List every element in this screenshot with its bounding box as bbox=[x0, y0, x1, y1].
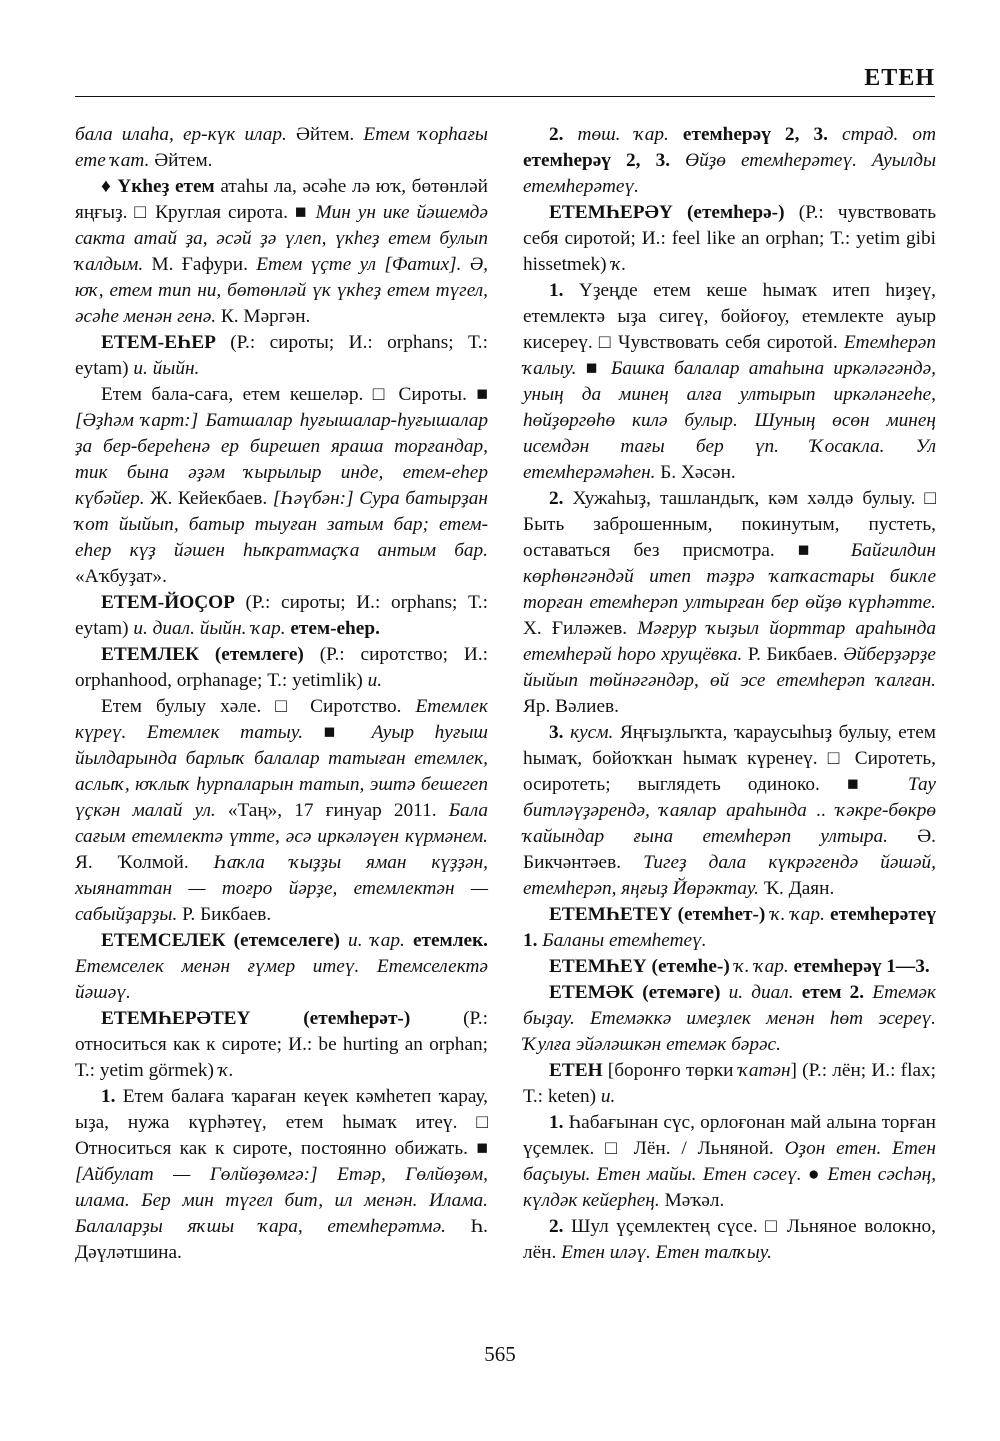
text-run: Һ. Дәүләтшина. bbox=[75, 1216, 488, 1263]
right-column bbox=[523, 122, 936, 1266]
text-run: Үҙеңде етем кеше һымаҡ итеп һиҙеү, етемлектә ыҙа сигеү, бойоғоу, етемлекте ауыр кисереү. □ Чувствовать себя сиротой. bbox=[523, 280, 936, 353]
text-run: Баланы етемһетеү. bbox=[542, 930, 707, 951]
dictionary-entry bbox=[523, 1058, 936, 1110]
text-run: Я. Ҡолмой. bbox=[75, 852, 214, 873]
text-run: «Таң», 17 ғинуар 2011. bbox=[227, 800, 449, 821]
text-run: 2. bbox=[549, 1216, 571, 1237]
text-run: ЕТЕМҺЕРӘҮ (етемһерә-) bbox=[549, 202, 799, 223]
text-run: 3. bbox=[549, 722, 571, 743]
text-run: Мин ун ике йәшемдә сакта атай ҙа, әсәй ҙә үлеп, үкһеҙ етем булып ҡалдым. bbox=[75, 202, 488, 275]
text-run: (Р.: относиться как к сироте; И.: be hurting an orphan; Т.: yetim görmek) bbox=[75, 1008, 488, 1081]
text-run: Яңғыҙлыҡта, ҡараусыһыҙ булыу, етем һымаҡ, бойоҡҡан һымаҡ күренеү. □ Сиротеть, осиротеть; выглядеть одиноко. ■ bbox=[523, 722, 937, 795]
text-run: и. bbox=[367, 670, 383, 691]
text-run: Башка балалар атаһына иркәләгәндә, уның да минең алға ултырып иркәләнгеһе, һөйҙөргөһө килә булыр. Шуның өсөн минең исемдән тағы бер үп. Ҡосакла. Ул етемһерәмәһен. bbox=[523, 358, 936, 483]
text-run: 1. bbox=[101, 1086, 123, 1107]
text-run: етемһерәү 2, 3. bbox=[523, 150, 686, 171]
text-run: ♦ Үкһеҙ етем bbox=[101, 176, 221, 197]
text-run: ҡ. bbox=[611, 254, 627, 275]
dictionary-entry bbox=[523, 122, 936, 200]
text-run: [боронғо төрки bbox=[607, 1060, 739, 1081]
text-run: Етен иләү. Етен талҡыу. bbox=[561, 1242, 772, 1263]
dictionary-entry bbox=[523, 902, 936, 954]
text-run: ҡ. bbox=[218, 1060, 234, 1081]
text-run: Хужаһыҙ, ташландыҡ, кәм хәлдә булыу. □ Быть заброшенным, покинутым, пустеть, оставаться без присмотра. ■ bbox=[523, 488, 936, 561]
text-run: кусм. bbox=[570, 722, 620, 743]
text-run: и. диал. йыйн. ҡар. bbox=[133, 618, 291, 639]
dictionary-entry bbox=[523, 200, 936, 278]
text-run: Өйҙө етемһерәтеү. Ауылды етемһерәтеү. bbox=[523, 150, 937, 197]
text-run: (Р.: сиротство; И.: orphanhood, orphanage; Т.: yetimlik) bbox=[75, 644, 488, 691]
dictionary-entry bbox=[523, 954, 936, 980]
text-run: ҡ. ҡар. bbox=[770, 904, 831, 925]
text-run: К. Мәргән. bbox=[220, 306, 311, 327]
entry-sense bbox=[75, 382, 488, 590]
text-run: 1. bbox=[549, 280, 579, 301]
text-run: 2. bbox=[549, 124, 578, 145]
text-run: Яр. Вәлиев. bbox=[523, 696, 619, 717]
text-run: Етемселек менән ғүмер итеү. Етемселектә йәшәү. bbox=[75, 956, 488, 1003]
entry-sense bbox=[523, 720, 936, 902]
entry-sense bbox=[523, 486, 936, 720]
text-run: ЕТЕМҺЕҮ (етемһе-) bbox=[549, 956, 735, 977]
text-run: ■ bbox=[323, 722, 372, 743]
page-header bbox=[75, 62, 935, 97]
text-run: етемлек. bbox=[412, 930, 488, 951]
text-run: етем-еһер. bbox=[290, 618, 380, 639]
text-run: 1. bbox=[549, 1112, 569, 1133]
text-run: (Р.: чувствовать себя сиротой; И.: feel like an orphan; Т.: yetim gibi hissetmek) bbox=[523, 202, 936, 275]
text-run: ҡатән bbox=[738, 1060, 791, 1081]
text-run: и. ҡар. bbox=[348, 930, 413, 951]
text-run: бала илаһа, ер-күк илар. bbox=[75, 124, 296, 145]
text-run: ЕТЕМҺЕТЕҮ (етемһет-) bbox=[549, 904, 771, 925]
left-column bbox=[75, 122, 488, 1266]
text-run: ■ bbox=[585, 358, 612, 379]
text-run: етемһерәү 2, 3. bbox=[682, 124, 843, 145]
dictionary-entry bbox=[523, 980, 936, 1058]
dictionary-entry bbox=[75, 642, 488, 694]
text-run: страд. от bbox=[842, 124, 936, 145]
text-run: Етемлек күреү. Етемлек татыу. bbox=[75, 696, 488, 743]
text-run: етем 2. bbox=[801, 982, 873, 1003]
text-run: Ә. Бикчәнтәев. bbox=[523, 826, 936, 873]
entry-sense bbox=[75, 1084, 488, 1266]
running-head: ЕТЕН bbox=[864, 65, 935, 91]
text-run: ● bbox=[807, 1164, 828, 1185]
text-run: и. диал. bbox=[728, 982, 802, 1003]
text-run: Тау битләүҙәрендә, ҡаялар араһында .. ҡәкре-бөкрө ҡайындар ғына етемһерәп ултыра. bbox=[523, 774, 936, 847]
text-run: (Р.: сироты; И.: orphans; Т.: eytam) bbox=[75, 592, 488, 639]
text-run: и. bbox=[600, 1086, 616, 1107]
text-run: [Һәүбән:] Сура батырҙан ҡот йыйып, батыр тыуған затым бар; етем-еһер күҙ йәшен һыҡратмаҫҡа антым бар. bbox=[75, 488, 488, 561]
text-run: Етем бала-саға, етем кешеләр. □ Сироты. ■ bbox=[101, 384, 488, 405]
text-run: Етем үҫте ул [Фатих]. Ә, юҡ, етем тип ни, бөтөнләй үк үкһеҙ етем түгел, әсәһе менән генә. bbox=[75, 254, 488, 327]
text-run: Етемәк быҙау. Етемәккә имеҙлек менән һөт эсереү. Ҡулға эйәләшкән етемәк бәрәс. bbox=[523, 982, 936, 1055]
dictionary-entry bbox=[75, 1006, 488, 1084]
text-run: ҡ. ҡар. bbox=[734, 956, 794, 977]
text-run: Мәғрур ҡыҙыл йорттар араһында етемһерәй һоро хрущёвка. bbox=[523, 618, 936, 665]
text-run: Әйберҙәрҙе йыйып төйнәгәндәр, өй эсе етемһерәп ҡалған. bbox=[523, 644, 936, 691]
text-run: Оҙон етен. Етен баҫыуы. Етен майы. Етен сәсеү. bbox=[523, 1138, 937, 1185]
text-run: ЕТЕМСЕЛЕК (етемселеге) bbox=[101, 930, 349, 951]
text-run: ЕТЕМ-ЕҺЕР bbox=[101, 332, 231, 353]
text-run: «Аҡбуҙат». bbox=[75, 566, 167, 587]
text-run: етемһерәү 1—3. bbox=[793, 956, 930, 977]
text-run: Шул үҫемлектең сүсе. □ Льняное волокно, лён. bbox=[523, 1216, 936, 1263]
text-run: атаһы ла, әсәһе лә юҡ, бөтөнләй яңғыҙ. □ Круглая сирота. ■ bbox=[75, 176, 488, 223]
text-run: 2. bbox=[549, 488, 573, 509]
text-run: ЕТЕМӘК (етемәге) bbox=[549, 982, 729, 1003]
text-run: [Әҙһәм ҡарт:] Батшалар һуғышалар-һуғышалар ҙа бер-береһенә ер бирешеп яраша торғандар, тик бына әҙәм ҡырылыр инде, етем-еһер күбәйер. bbox=[75, 410, 488, 509]
text-run: Бала сағым етемлектә үтте, әсә иркәләүен күрмәнем. bbox=[75, 800, 488, 847]
text-run: Һабағынан сүс, орлоғонан май алына торған үҫемлек. □ Лён. / Льняной. bbox=[523, 1112, 937, 1159]
text-run: ЕТЕМЛЕК (етемлеге) bbox=[101, 644, 320, 665]
text-run: Р. Бикбаев. bbox=[747, 644, 844, 665]
text-run: Х. Ғиләжев. bbox=[523, 618, 638, 639]
entry-sense bbox=[75, 694, 488, 928]
text-run: Етемһерәп ҡалыу. bbox=[523, 332, 936, 379]
dictionary-entry bbox=[75, 590, 488, 642]
text-run: М. Ғафури. bbox=[151, 254, 257, 275]
text-run: Етем ҡорһағы ете ҡат. bbox=[75, 124, 488, 171]
entry-sense bbox=[75, 174, 488, 330]
text-run: Әйтем. bbox=[296, 124, 364, 145]
text-run: етемһерәтеү 1. bbox=[523, 904, 936, 951]
text-run: Б. Хәсән. bbox=[660, 462, 736, 483]
entry-continuation bbox=[75, 122, 488, 174]
text-run: Һаҡла ҡыҙҙы яман күҙҙән, хыянаттан — тоғро йәрҙе, етемлектән — сабыйҙарҙы. bbox=[75, 852, 488, 925]
text-run: Тигеҙ дала күкрәгендә йәшәй, етемһерәп, яңғыҙ Йөрәктау. bbox=[523, 852, 936, 899]
text-run: төш. ҡар. bbox=[577, 124, 683, 145]
page-number: 565 bbox=[484, 1342, 516, 1366]
entry-sense bbox=[523, 1110, 936, 1214]
dictionary-entry bbox=[75, 928, 488, 1006]
text-run: (Р.: сироты; И.: orphans; Т.: eytam) bbox=[75, 332, 488, 379]
text-run: и. йыйн. bbox=[133, 358, 200, 379]
text-run: ЕТЕМҺЕРӘТЕҮ (етемһерәт-) bbox=[101, 1008, 464, 1029]
text-run: Р. Бикбаев. bbox=[182, 904, 272, 925]
text-run: Ҡ. Даян. bbox=[763, 878, 835, 899]
text-run: Ауыр һуғыш йылдарында барлыҡ балалар татыған етемлек, аслыҡ, юҡлыҡ һурпаларын татып, эштә бешегеп үҫкән малай ул. bbox=[75, 722, 488, 821]
text-run: Етем булыу хәле. □ Сиротство. bbox=[101, 696, 416, 717]
text-run: Байгилдин көрһөнгәндәй итеп тәҙрә ҡапҡастары бикле торған етемһерәп ултырған бер өйҙө күрһәтте. bbox=[523, 540, 936, 613]
text-run: Ж. Кейекбаев. bbox=[150, 488, 273, 509]
text-run: ЕТЕМ-ЙОҪОР bbox=[101, 592, 246, 613]
text-run: ЕТЕН bbox=[549, 1060, 608, 1081]
text-run: Етен сәсһәң, күлдәк кейерһең. bbox=[523, 1164, 937, 1211]
text-run: ] (Р.: лён; И.: flax; Т.: keten) bbox=[523, 1060, 936, 1107]
text-run: Мәҡәл. bbox=[664, 1190, 725, 1211]
text-run: [Айбулат — Гөлйөҙөмгә:] Етәр, Гөлйөҙөм, илама. Бер мин түгел бит, ил менән. Илама. Балаларҙы яҡшы ҡара, етемһерәтмә. bbox=[75, 1164, 488, 1237]
text-run: Әйтем. bbox=[154, 150, 213, 171]
entry-sense bbox=[523, 1214, 936, 1266]
dictionary-entry bbox=[75, 330, 488, 382]
text-run: Етем балаға ҡараған кеүек кәмһетеп ҡарау, ыҙа, нужа күрһәтеү, етем һымаҡ итеү. □ Относиться как к сироте, постоянно обижать. ■ bbox=[75, 1086, 489, 1159]
entry-sense bbox=[523, 278, 936, 486]
